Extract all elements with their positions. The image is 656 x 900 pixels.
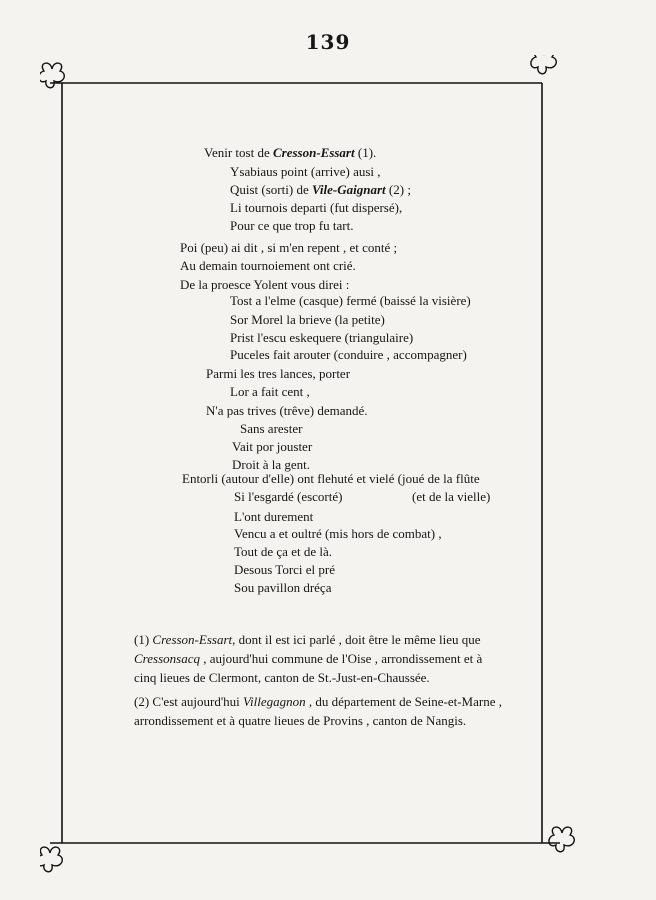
poem-line: Vencu a et oultré (mis hors de combat) ,: [234, 526, 442, 541]
poem-line: N'a pas trives (trêve) demandé.: [206, 403, 368, 418]
poem-line: Prist l'escu eskequere (triangulaire): [230, 330, 414, 345]
poem-line: Si l'esgardé (escorté): [234, 489, 343, 504]
poem-line: Quist (sorti) de Vile-Gaignart (2) ;: [230, 182, 411, 197]
poem-line: De la proesce Yolent vous direi :: [180, 277, 350, 292]
poem-line: Poi (peu) ai dit , si m'en repent , et conté ;: [180, 240, 398, 255]
poem-line: L'ont durement: [234, 509, 314, 524]
poem-line: Droit à la gent.: [232, 457, 310, 472]
poem-line: Sou pavillon dréça: [234, 580, 332, 595]
poem-line: Entorli (autour d'elle) ont flehuté et vielé (joué de la flûte: [182, 471, 480, 486]
poem-line: Venir tost de Cresson-Essart (1).: [204, 145, 377, 160]
poem-line: Pour ce que trop fu tart.: [230, 218, 354, 233]
poem-line: Sans arester: [240, 421, 303, 436]
footnote-2: (2) C'est aujourd'hui Villegagnon , du département de Seine-et-Marne , arrondissement et à quatre lieues de Provins , canton de Nangis.: [134, 694, 502, 728]
poem-line: Desous Torci el pré: [234, 562, 336, 577]
poem-line: Li tournois departi (fut dispersé),: [230, 200, 403, 215]
poem-line: Tout de ça et de là.: [234, 544, 332, 559]
footnote-1: (1) Cresson-Essart, dont il est ici parlé , doit être le même lieu que Cressonsacq , aujourd'hui commune de l'Oise , arrondissement et à cinq lieues de Clermont, canton de St.-Just-en-Chaussée.: [134, 632, 483, 685]
gloss-continuation: (et de la vielle): [412, 489, 491, 504]
poem-line: Lor a fait cent ,: [230, 384, 310, 399]
poem-line: Tost a l'elme (casque) fermé (baissé la visière): [230, 293, 471, 308]
poem-line: Sor Morel la brieve (la petite): [230, 312, 385, 327]
poem-line: Ysabiaus point (arrive) ausi ,: [230, 164, 381, 179]
poem-line: Vait por jouster: [232, 439, 313, 454]
page-number: 139: [305, 30, 351, 54]
poem-line: Parmi les tres lances, porter: [206, 366, 351, 381]
poem-line: Au demain tournoiement ont crié.: [180, 258, 356, 273]
poem-line: Puceles fait arouter (conduire , accompagner): [230, 347, 467, 362]
